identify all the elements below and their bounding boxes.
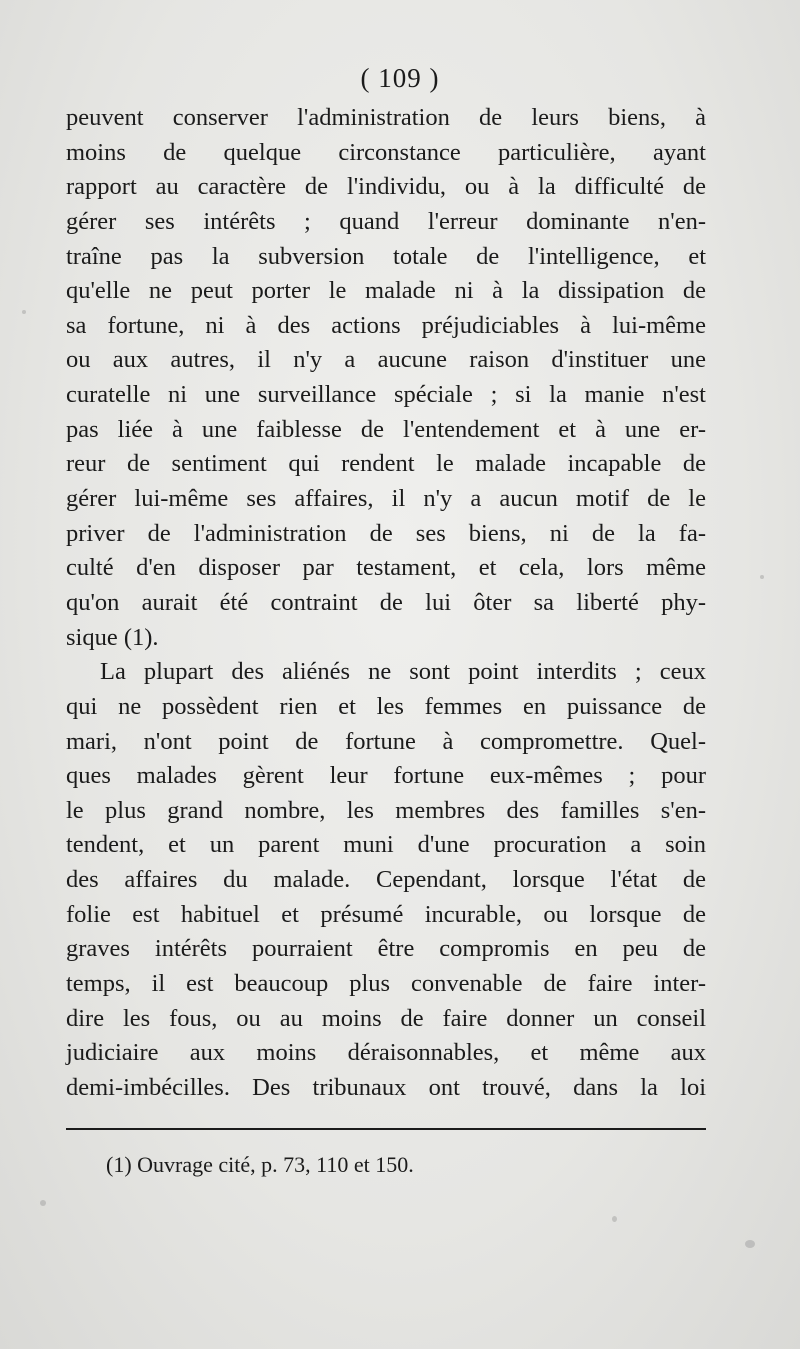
text-line: culté d'en disposer par testament, et cela, lors même bbox=[66, 554, 706, 582]
text-line: mari, n'ont point de fortune à compromettre. Quel- bbox=[66, 727, 706, 755]
text-line: gérer lui-même ses affaires, il n'y a aucun motif de le bbox=[66, 485, 706, 513]
text-line: qui ne possèdent rien et les femmes en puissance de bbox=[66, 692, 706, 720]
footnote-divider bbox=[66, 1128, 706, 1130]
body-text bbox=[66, 101, 706, 1106]
paper-speck bbox=[745, 1240, 755, 1248]
text-line: moins de quelque circonstance particulière, ayant bbox=[66, 138, 706, 166]
text-line: curatelle ni une surveillance spéciale ; si la manie n'est bbox=[66, 381, 706, 409]
text-line: dire les fous, ou au moins de faire donner un conseil bbox=[66, 1004, 706, 1032]
text-line: ou aux autres, il n'y a aucune raison d'instituer une bbox=[66, 346, 706, 374]
text-line-paragraph-start: La plupart des aliénés ne sont point interdits ; ceux bbox=[100, 658, 706, 686]
text-line: qu'elle ne peut porter le malade ni à la dissipation de bbox=[66, 277, 706, 305]
text-line-paragraph-end: sique (1). bbox=[66, 623, 159, 651]
text-line: graves intérêts pourraient être compromis en peu de bbox=[66, 935, 706, 963]
text-line: folie est habituel et présumé incurable, ou lorsque de bbox=[66, 900, 706, 928]
text-line: judiciaire aux moins déraisonnables, et même aux bbox=[66, 1039, 706, 1067]
text-line: le plus grand nombre, les membres des familles s'en- bbox=[66, 796, 706, 824]
text-line: pas liée à une faiblesse de l'entendement et à une er- bbox=[66, 415, 706, 443]
text-line: rapport au caractère de l'individu, ou à la difficulté de bbox=[66, 173, 706, 201]
paper-speck bbox=[40, 1200, 46, 1206]
text-line: reur de sentiment qui rendent le malade incapable de bbox=[66, 450, 706, 478]
text-line: peuvent conserver l'administration de leurs biens, à bbox=[66, 104, 706, 131]
text-line: traîne pas la subversion totale de l'intelligence, et bbox=[66, 242, 706, 270]
text-line: tendent, et un parent muni d'une procuration a soin bbox=[66, 831, 706, 859]
paper-speck bbox=[760, 575, 764, 579]
page-number: ( 109 ) bbox=[360, 63, 440, 93]
text-line: qu'on aurait été contraint de lui ôter sa liberté phy- bbox=[66, 588, 706, 616]
text-line: des affaires du malade. Cependant, lorsque l'état de bbox=[66, 866, 706, 894]
paper-speck bbox=[612, 1216, 617, 1222]
text-line: priver de l'administration de ses biens, ni de la fa- bbox=[66, 519, 706, 547]
text-line: ques malades gèrent leur fortune eux-mêmes ; pour bbox=[66, 762, 706, 790]
footnote: (1) Ouvrage cité, p. 73, 110 et 150. bbox=[106, 1152, 414, 1177]
text-line: gérer ses intérêts ; quand l'erreur dominante n'en- bbox=[66, 207, 706, 235]
text-line: temps, il est beaucoup plus convenable de faire inter- bbox=[66, 970, 706, 998]
text-line: demi-imbécilles. Des tribunaux ont trouvé, dans la loi bbox=[66, 1073, 706, 1101]
text-line: sa fortune, ni à des actions préjudiciables à lui-même bbox=[66, 311, 706, 339]
paper-speck bbox=[22, 310, 26, 314]
